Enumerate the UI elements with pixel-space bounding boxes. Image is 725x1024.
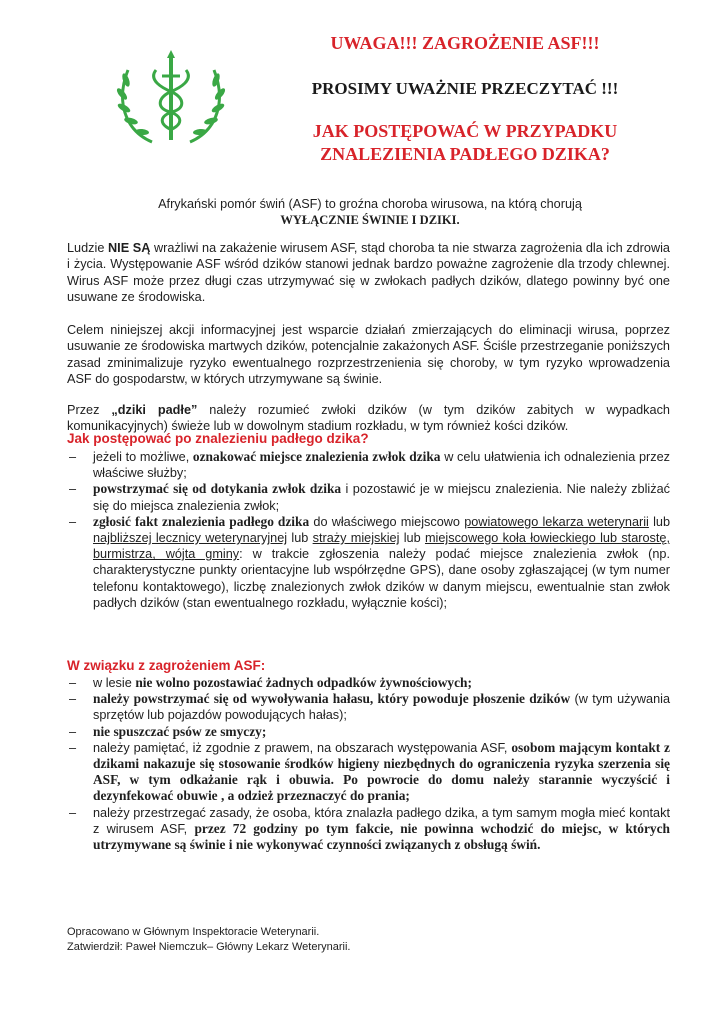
list-item [67,691,670,723]
list-item [67,514,670,611]
s1i2-mid1: do właściwego miejscowo [309,514,465,529]
warning-title: UWAGA!!! ZAGROŻENIE ASF!!! [330,33,600,53]
s2i4-bold: przez 72 godziny po tym fakcie, nie powinna wchodzić do miejsc, w których utrzymywane są świnie i nie wykonywać czynności związanych z obsługą świń. [93,820,670,853]
s2i3-bold: osobom mającym kontakt z dzikami nakazuje się stosowanie środków higieny niezbędnych do ograniczenia ryzyka szerzenia się ASF, w tym odkażanie rąk i obuwia. Po powrocie do domu należy starannie wyczyścić i dezynfekować obuwie , a odzież przeznaczyć do prania; [93,739,670,804]
s1i2-mid4: lub [399,531,425,546]
para1-post: wrażliwi na zakażenie wirusem ASF, stąd choroba ta nie stwarza zagrożenia dla ich zdrowia i życia. Występowanie ASF wśród dzików stanowi jednak bardzo poważne zagrożenie dla trzody chlewnej. Wirus ASF może przez długi czas utrzymywać się w zwłokach padłych dzików, dlatego powinny być one usuwane ze środowiska. [67,241,670,305]
s2i4-pre: należy przestrzegać zasady, że osoba, która znalazła padłego dzika, a tym samym mogła mieć kontakt z wirusem ASF, [93,805,670,836]
list-item [67,805,670,854]
para1-pre: Ludzie [67,241,109,255]
dash-bullet: – [69,514,77,529]
list-item [67,724,670,740]
intro-line2: WYŁĄCZNIE ŚWINIE I DZIKI. [280,213,460,228]
list-item [67,675,670,691]
intro-line1: Afrykański pomór świń (ASF) to groźna choroba wirusowa, na którą chorują [158,197,582,211]
dash-bullet: – [69,805,77,820]
list-item [67,449,670,481]
s1i2-u2: najbliższej lecznicy weterynaryjnej [93,531,288,546]
dash-bullet: – [69,692,77,707]
paragraph-human-safety [67,240,670,306]
s1i2-u3: straży miejskiej [312,531,400,546]
footer-prepared-by: Opracowano w Głównym Inspektoracie Weterynarii. [67,926,320,938]
s2i1-bold: należy powstrzymać się od wywoływania hałasu, który powoduje płoszenie dzików [93,691,571,707]
section1-title: Jak postępować po znalezieniu padłego dzika? [67,431,369,446]
s1i0-bold: oznakować miejsce znalezienia zwłok dzika [192,449,441,464]
dash-bullet: – [69,482,77,497]
list-item [67,740,670,805]
s2i0-bold: nie wolno pozostawiać żadnych odpadków żywnościowych; [135,675,472,690]
s1i1-post: i pozostawić je w miejscu znalezienia. Nie należy zbliżać się do miejsca znalezienia zwłok; [93,482,670,513]
dash-bullet: – [69,676,77,690]
s1i2-post: : w trakcie zgłoszenia należy podać miejsce znalezienia zwłok (np. charakterystyczne punkty orientacyjne lub współrzędne GPS), dane osoby zgłaszającej (w tym numer telefonu kontaktowego), liczbę znalezionych zwłok dzików w danym miejscu, ewentualnie stan zwłok padłych dzików (stan ewentualnego rozkładu, wyłącznie kości); [93,547,670,610]
please-read-title: PROSIMY UWAŻNIE PRZECZYTAĆ !!! [311,79,619,98]
s1i2-bold: zgłosić fakt znalezienia padłego dzika [93,513,310,529]
section1-list [67,449,670,611]
list-item [67,481,670,513]
s1i1-bold: powstrzymać się od dotykania zwłok dzika [93,481,342,497]
s1i2-mid3: lub [287,531,313,546]
para1-bold: NIE SĄ [108,241,151,255]
s1i2-u1: powiatowego lekarza weterynarii [464,514,649,529]
question-title-line2: ZNALEZIENIA PADŁEGO DZIKA? [320,144,610,164]
s2i0-pre: w lesie [93,676,136,690]
para3-bold: „dziki padłe” [111,403,198,417]
dash-bullet: – [69,724,77,739]
footer-approved-by: Zatwierdził: Paweł Niemczuk– Główny Lekarz Weterynarii. [67,941,351,953]
section2-list [67,675,670,853]
dash-bullet: – [69,450,77,464]
veterinary-emblem-icon [112,50,230,150]
dash-bullet: – [69,740,77,755]
s2i1-post: (w tym używania sprzętów lub pojazdów powodujących hałas); [93,692,671,723]
para3-pre: Przez [67,403,112,417]
s1i2-u4: miejscowego koła łowieckiego lub starostę, burmistrza, wójta gminy [93,531,670,562]
s2i3-pre: należy pamiętać, iż zgodnie z prawem, na obszarach występowania ASF, [93,740,512,755]
s1i0-pre: jeżeli to możliwe, [93,450,193,464]
para3-post: należy rozumieć zwłoki dzików (w tym dzików zabitych w wypadkach komunikacyjnych) świeże lub w dowolnym stadium rozkładu, w tym również kości dzików. [67,403,670,434]
section2-title: W związku z zagrożeniem ASF: [67,658,266,673]
s1i0-post: w celu ułatwienia ich odnalezienia przez właściwe służby; [93,450,670,481]
question-title [240,120,690,166]
s1i2-mid2: lub [648,514,671,529]
s2i2-bold: nie spuszczać psów ze smyczy; [93,723,267,739]
intro-paragraph [100,196,640,229]
paragraph-campaign-goal: Celem niniejszej akcji informacyjnej jest wsparcie działań zmierzających do eliminacji wirusa, poprzez usuwanie ze środowiska martwych dzików, potencjalnie zakażonych ASF. Ściśle przestrzeganie poniższych zasad zminimalizuje ryzyko ewentualnego rozprzestrzenienia się choroby, w tym ryzyko wprowadzenia ASF do gospodarstw, w których utrzymywane są świnie. [67,323,670,387]
question-title-line1: JAK POSTĘPOWAĆ W PRZYPADKU [312,121,618,141]
